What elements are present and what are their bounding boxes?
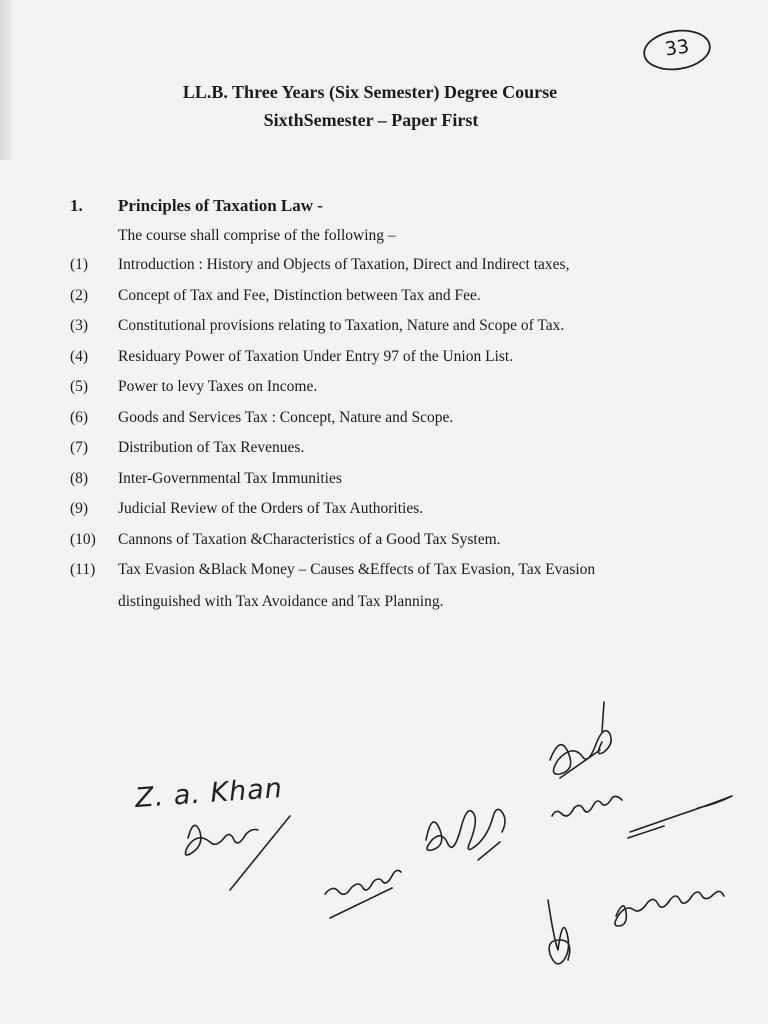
signatures-area xyxy=(0,690,768,990)
item-text: Goods and Services Tax : Concept, Nature and Scope. xyxy=(118,408,454,426)
page-number: 33 xyxy=(663,35,691,61)
item-continuation: distinguished with Tax Avoidance and Tax Planning. xyxy=(118,593,444,610)
item-text: Power to levy Taxes on Income. xyxy=(118,378,318,395)
item-text: Residuary Power of Taxation Under Entry 97 of the Union List. xyxy=(118,347,514,365)
item-number: (7) xyxy=(70,439,89,456)
course-title: LL.B. Three Years (Six Semester) Degree Course xyxy=(182,82,558,102)
item-number: (3) xyxy=(70,317,89,334)
item-number: (5) xyxy=(70,378,89,395)
signature-mark xyxy=(552,796,622,816)
signature-mark xyxy=(628,826,664,838)
item-number: (4) xyxy=(70,347,89,365)
section-intro: The course shall comprise of the following – xyxy=(118,227,396,244)
signature-mark xyxy=(478,842,500,860)
item-text: Tax Evasion &Black Money – Causes &Effects of Tax Evasion, Tax Evasion xyxy=(118,561,596,578)
page-number-circle xyxy=(640,28,714,72)
signature-mark xyxy=(602,702,604,732)
section-number: 1. xyxy=(70,196,83,215)
signature-mark xyxy=(325,870,401,894)
signature-mark xyxy=(550,731,611,775)
item-number: (11) xyxy=(70,561,96,578)
signature-mark xyxy=(185,825,258,855)
signature-scribbles xyxy=(0,690,768,990)
item-number: (8) xyxy=(70,469,89,487)
item-number: (1) xyxy=(70,256,89,273)
signature-mark xyxy=(426,809,505,850)
section-title: Principles of Taxation Law - xyxy=(118,196,323,215)
item-text: Cannons of Taxation &Characteristics of a Good Tax System. xyxy=(118,530,501,548)
item-text: Concept of Tax and Fee, Distinction between Tax and Fee. xyxy=(118,286,481,304)
signature-name: Z. a. Khan xyxy=(134,772,284,815)
item-text: Introduction : History and Objects of Taxation, Direct and Indirect taxes, xyxy=(118,256,570,273)
item-number: (2) xyxy=(70,286,89,304)
item-text: Judicial Review of the Orders of Tax Authorities. xyxy=(118,500,424,517)
signature-mark xyxy=(630,796,732,832)
signature-mark xyxy=(615,891,724,926)
item-text: Distribution of Tax Revenues. xyxy=(118,439,305,456)
item-number: (9) xyxy=(70,500,89,517)
item-number: (10) xyxy=(70,530,96,548)
signature-mark xyxy=(548,900,570,964)
item-text: Inter-Governmental Tax Immunities xyxy=(118,469,342,487)
signature-mark xyxy=(230,816,290,890)
semester-title: SixthSemester – Paper First xyxy=(263,110,479,130)
course-header xyxy=(0,78,768,134)
item-text: Constitutional provisions relating to Taxation, Nature and Scope of Tax. xyxy=(118,317,565,334)
item-number: (6) xyxy=(70,408,89,426)
